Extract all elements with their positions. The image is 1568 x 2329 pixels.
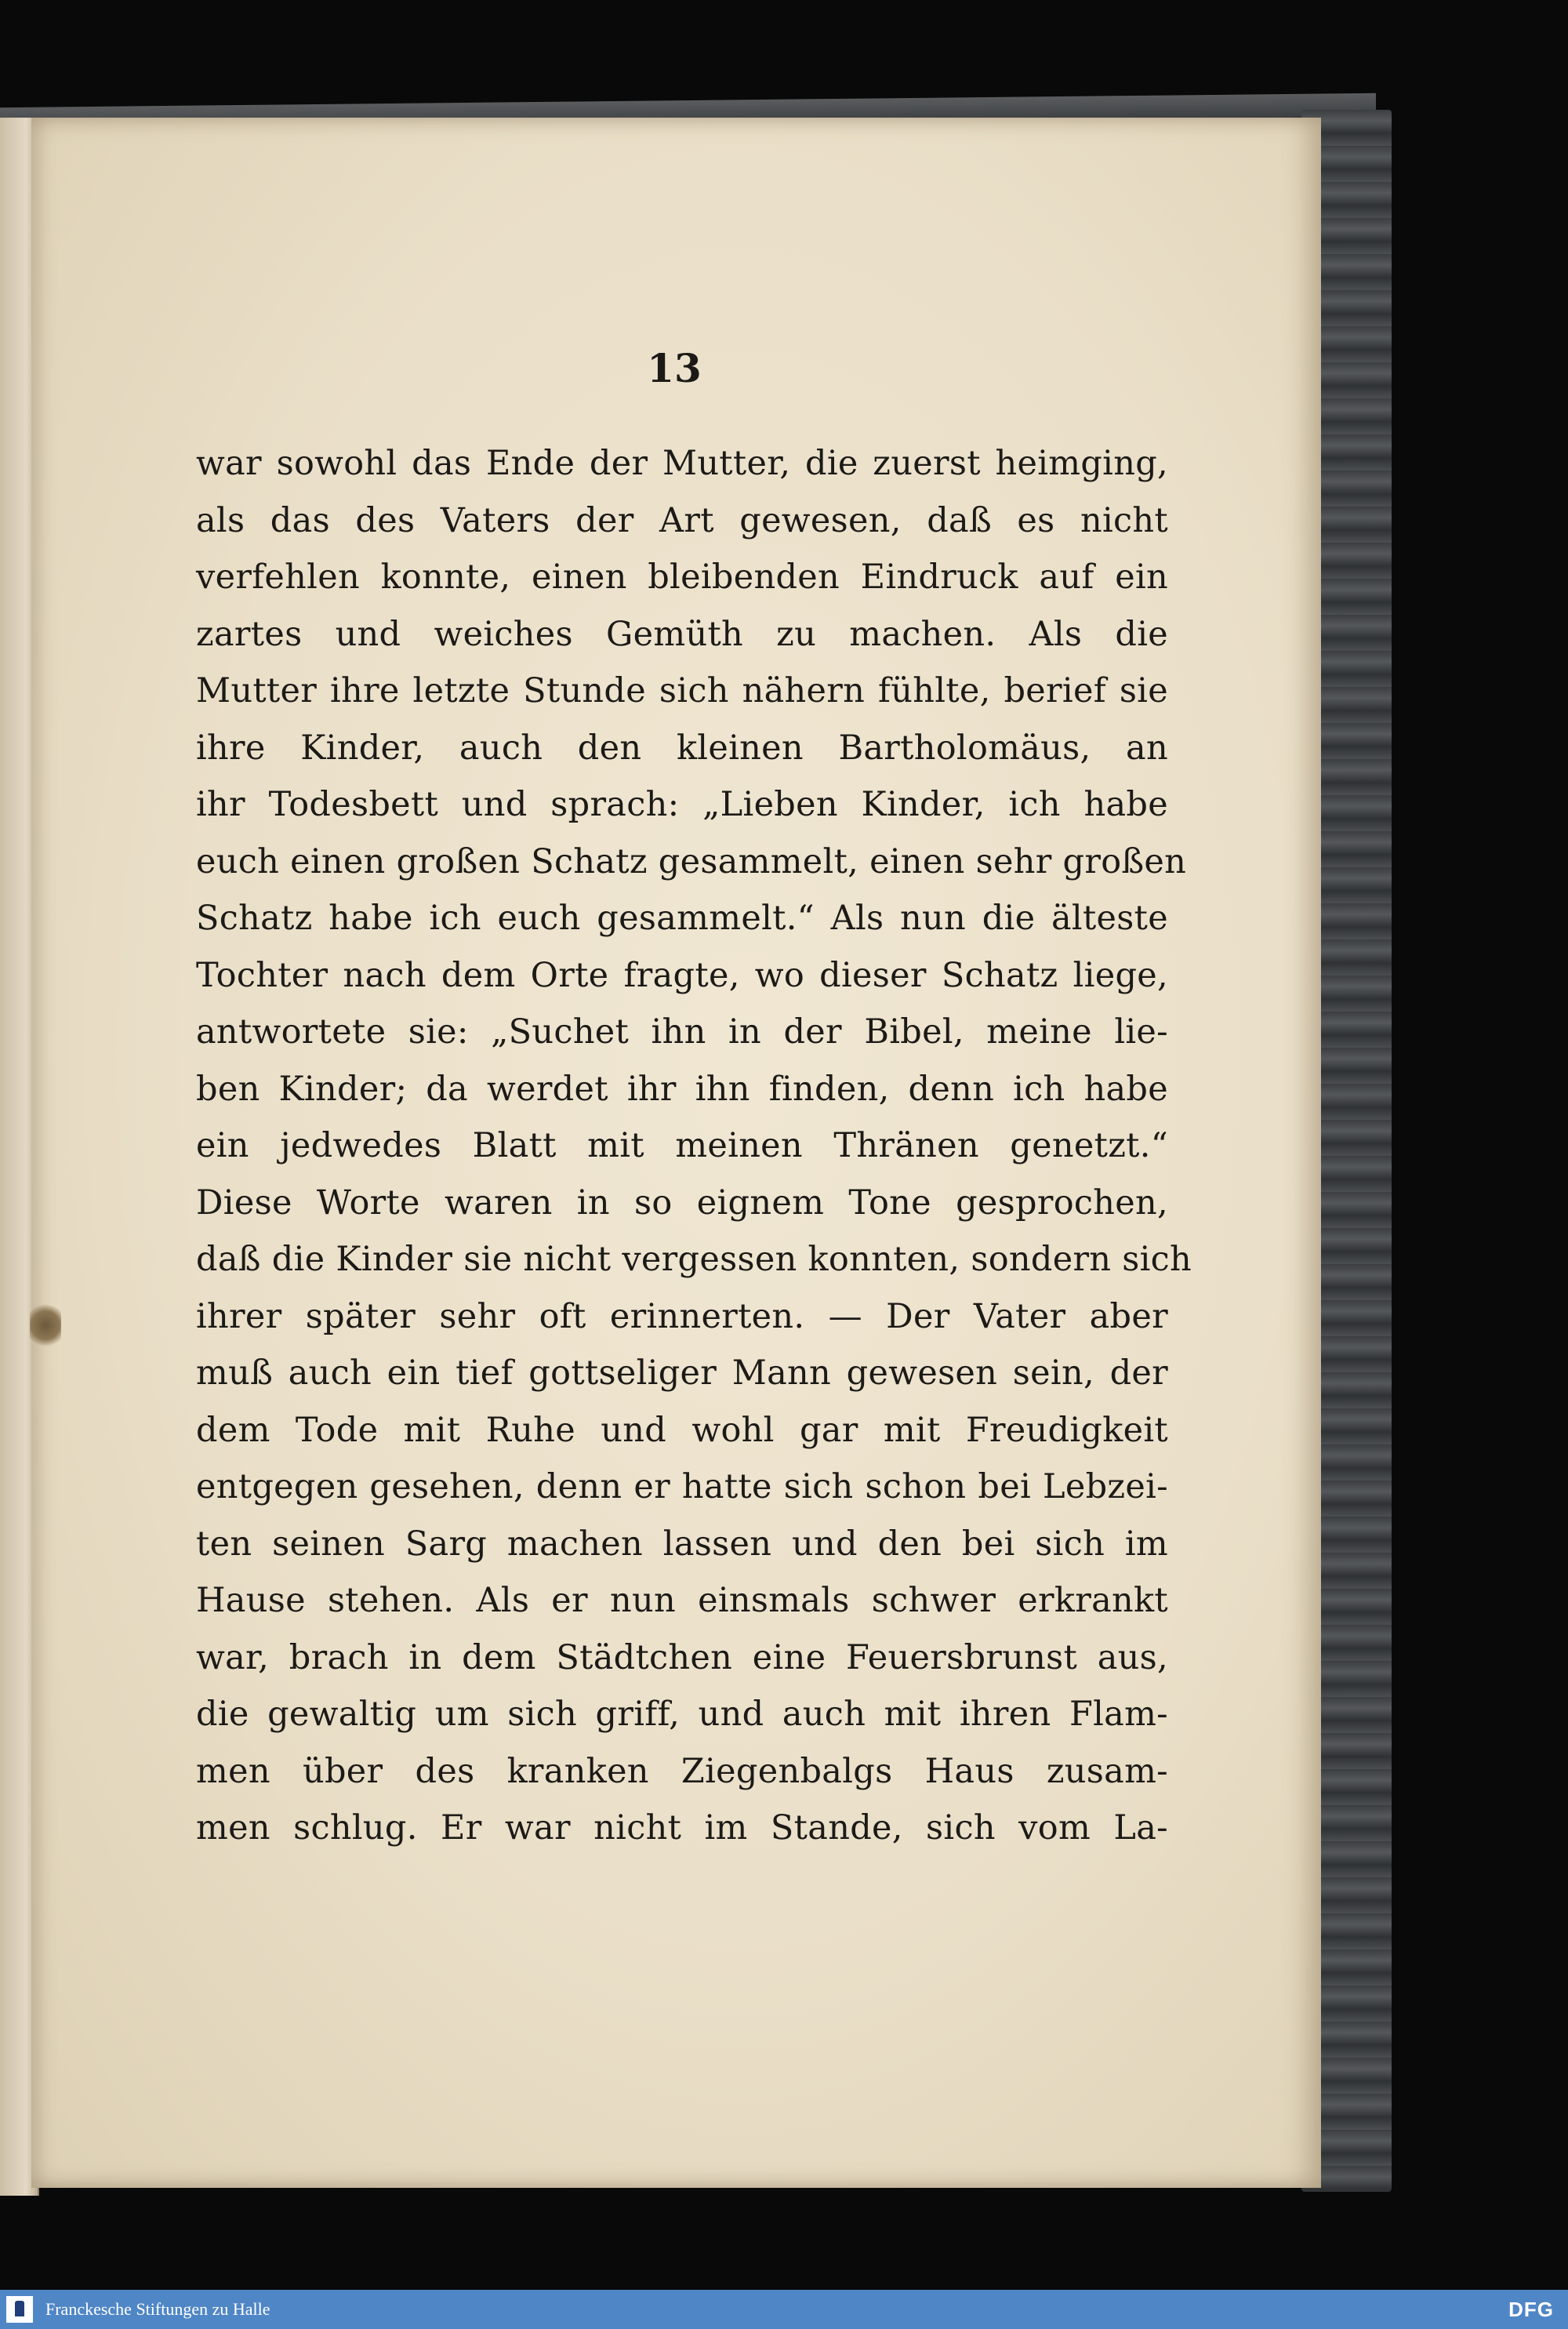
text-line: men über des kranken Ziegenbalgs Haus zusam- [196,1751,1168,1791]
text-line: dem Tode mit Ruhe und wohl gar mit Freudigkeit [196,1410,1168,1450]
text-line: ten seinen Sarg machen lassen und den bei sich im [196,1524,1168,1564]
text-line: als das des Vaters der Art gewesen, daß es nicht [196,500,1168,540]
text-line: war, brach in dem Städtchen eine Feuersbrunst aus, [196,1637,1168,1677]
text-line: ben Kinder; da werdet ihr ihn finden, denn ich habe [196,1069,1168,1109]
page-text [196,435,1192,1857]
text-line: Diese Worte waren in so eignem Tone gesprochen, [196,1183,1168,1223]
text-line: ihre Kinder, auch den kleinen Bartholomäus, an [196,728,1168,768]
text-line: die gewaltig um sich griff, und auch mit ihren Flam- [196,1695,1168,1734]
text-line: euch einen großen Schatz gesammelt, einen sehr großen [196,841,1187,881]
institution-name: Franckesche Stiftungen zu Halle [45,2299,270,2319]
viewer-footer-bar [0,2290,1568,2329]
footer-branding [0,2296,270,2323]
text-line: ein jedwedes Blatt mit meinen Thränen genetzt.“ [196,1126,1168,1165]
text-line: war sowohl das Ende der Mutter, die zuerst heimging, [196,444,1168,483]
text-line: Hause stehen. Als er nun einsmals schwer erkrankt [196,1581,1168,1620]
text-line: ihr Todesbett und sprach: „Lieben Kinder, ich habe [196,785,1168,824]
text-line: daß die Kinder sie nicht vergessen konnten, sondern sich [196,1240,1192,1279]
text-line: zartes und weiches Gemüth zu machen. Als die [196,614,1168,654]
text-line: men schlug. Er war nicht im Stande, sich vom La- [196,1808,1168,1848]
text-line: ihrer später sehr oft erinnerten. — Der Vater aber [196,1296,1168,1336]
institution-logo-icon [6,2296,33,2323]
dfg-badge: DFG [1508,2297,1554,2321]
text-line: muß auch ein tief gottseliger Mann gewesen sein, der [196,1353,1168,1393]
page-number: 13 [647,345,702,391]
text-line: Schatz habe ich euch gesammelt.“ Als nun die älteste [196,899,1168,938]
text-line: verfehlen konnte, einen bleibenden Eindruck auf ein [196,558,1168,597]
text-line: entgegen gesehen, denn er hatte sich schon bei Lebzei- [196,1467,1168,1506]
text-line: Mutter ihre letzte Stunde sich nähern fühlte, berief sie [196,671,1168,710]
text-line: Tochter nach dem Orte fragte, wo dieser Schatz liege, [196,955,1168,995]
text-line: antwortete sie: „Suchet ihn in der Bibel, meine lie- [196,1012,1168,1052]
paper-tear-mark [30,1302,61,1349]
